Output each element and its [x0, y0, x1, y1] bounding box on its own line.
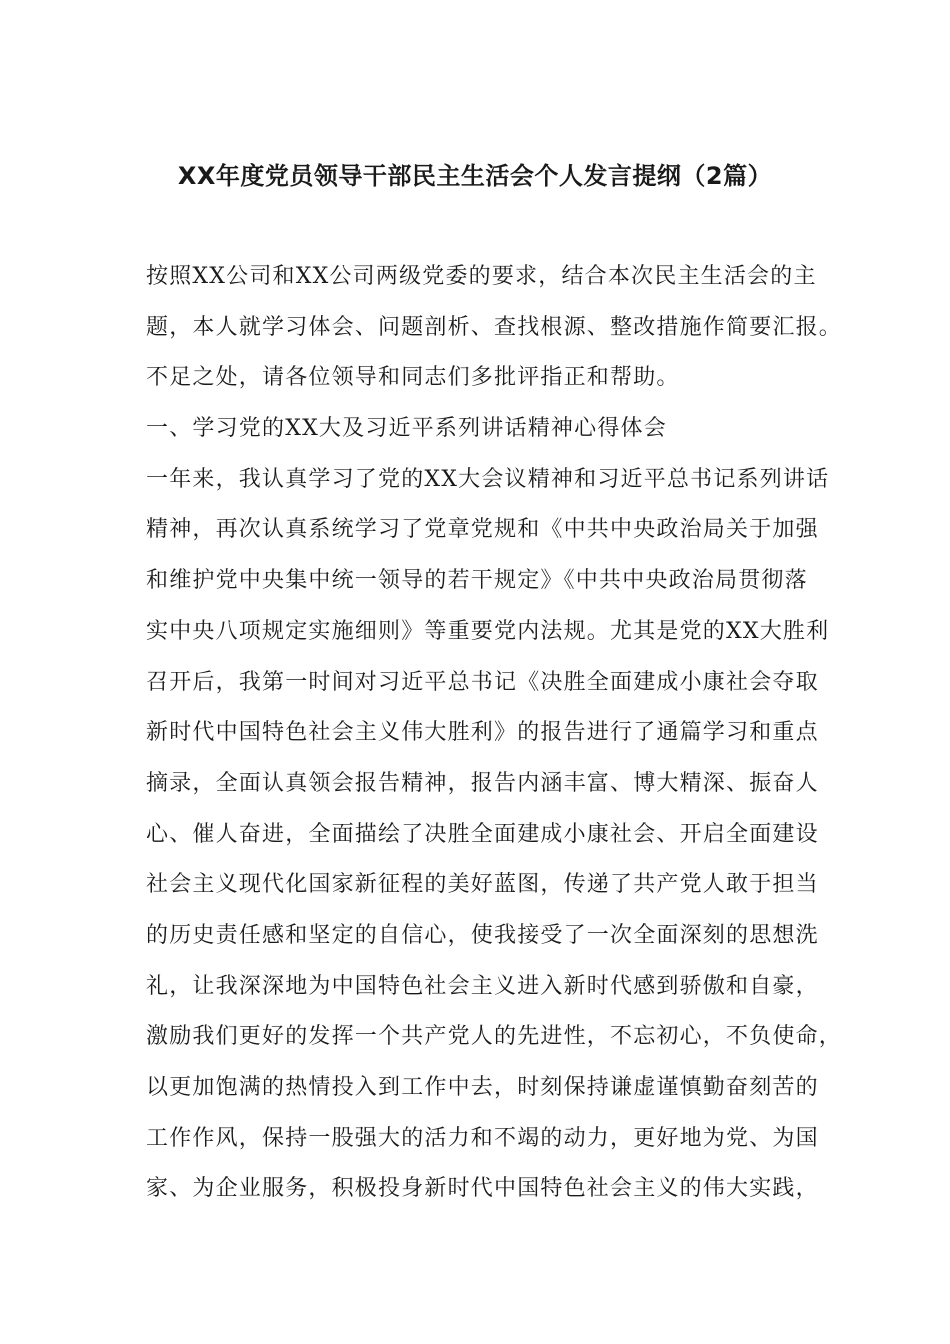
body-line: 一年来，我认真学习了党的XX大会议精神和习近平总书记系列讲话	[146, 466, 830, 492]
body-line: 新时代中国特色社会主义伟大胜利》的报告进行了通篇学习和重点	[146, 720, 819, 746]
body-line: 心、催人奋进，全面描绘了决胜全面建成小康社会、开启全面建设	[146, 821, 819, 847]
body-line: 按照XX公司和XX公司两级党委的要求，结合本次民主生活会的主	[146, 264, 817, 289]
body-line: 以更加饱满的热情投入到工作中去，时刻保持谦虚谨慎勤奋刻苦的	[146, 1075, 819, 1100]
body-line: 不足之处，请各位领导和同志们多批评指正和帮助。	[146, 365, 680, 391]
body-line: 社会主义现代化国家新征程的美好蓝图，传递了共产党人敢于担当	[146, 872, 819, 898]
body-line: 实中央八项规定实施细则》等重要党内法规。尤其是党的XX大胜利	[146, 618, 830, 644]
body-line: 礼，让我深深地为中国特色社会主义进入新时代感到骄傲和自豪，	[146, 973, 819, 999]
document-body	[146, 252, 843, 1215]
body-line: 工作作风，保持一股强大的活力和不竭的动力，更好地为党、为国	[146, 1125, 819, 1151]
body-line: 精神，再次认真系统学习了党章党规和《中共中央政治局关于加强	[146, 517, 819, 543]
document-title: XX年度党员领导干部民主生活会个人发言提纲（2篇）	[177, 162, 773, 190]
section-heading: 一、学习党的XX大及习近平系列讲话精神心得体会	[146, 416, 667, 442]
body-line: 摘录，全面认真领会报告精神，报告内涵丰富、博大精深、振奋人	[146, 770, 819, 796]
body-line: 激励我们更好的发挥一个共产党人的先进性，不忘初心，不负使命，	[146, 1024, 843, 1050]
body-line: 家、为企业服务，积极投身新时代中国特色社会主义的伟大实践，	[146, 1176, 819, 1202]
body-line: 题，本人就学习体会、问题剖析、查找根源、整改措施作简要汇报。	[146, 314, 843, 340]
body-line: 和维护党中央集中统一领导的若干规定》《中共中央政治局贯彻落	[146, 568, 808, 594]
body-line: 的历史责任感和坚定的自信心，使我接受了一次全面深刻的思想洗	[146, 922, 819, 948]
body-line: 召开后，我第一时间对习近平总书记《决胜全面建成小康社会夺取	[146, 669, 819, 695]
